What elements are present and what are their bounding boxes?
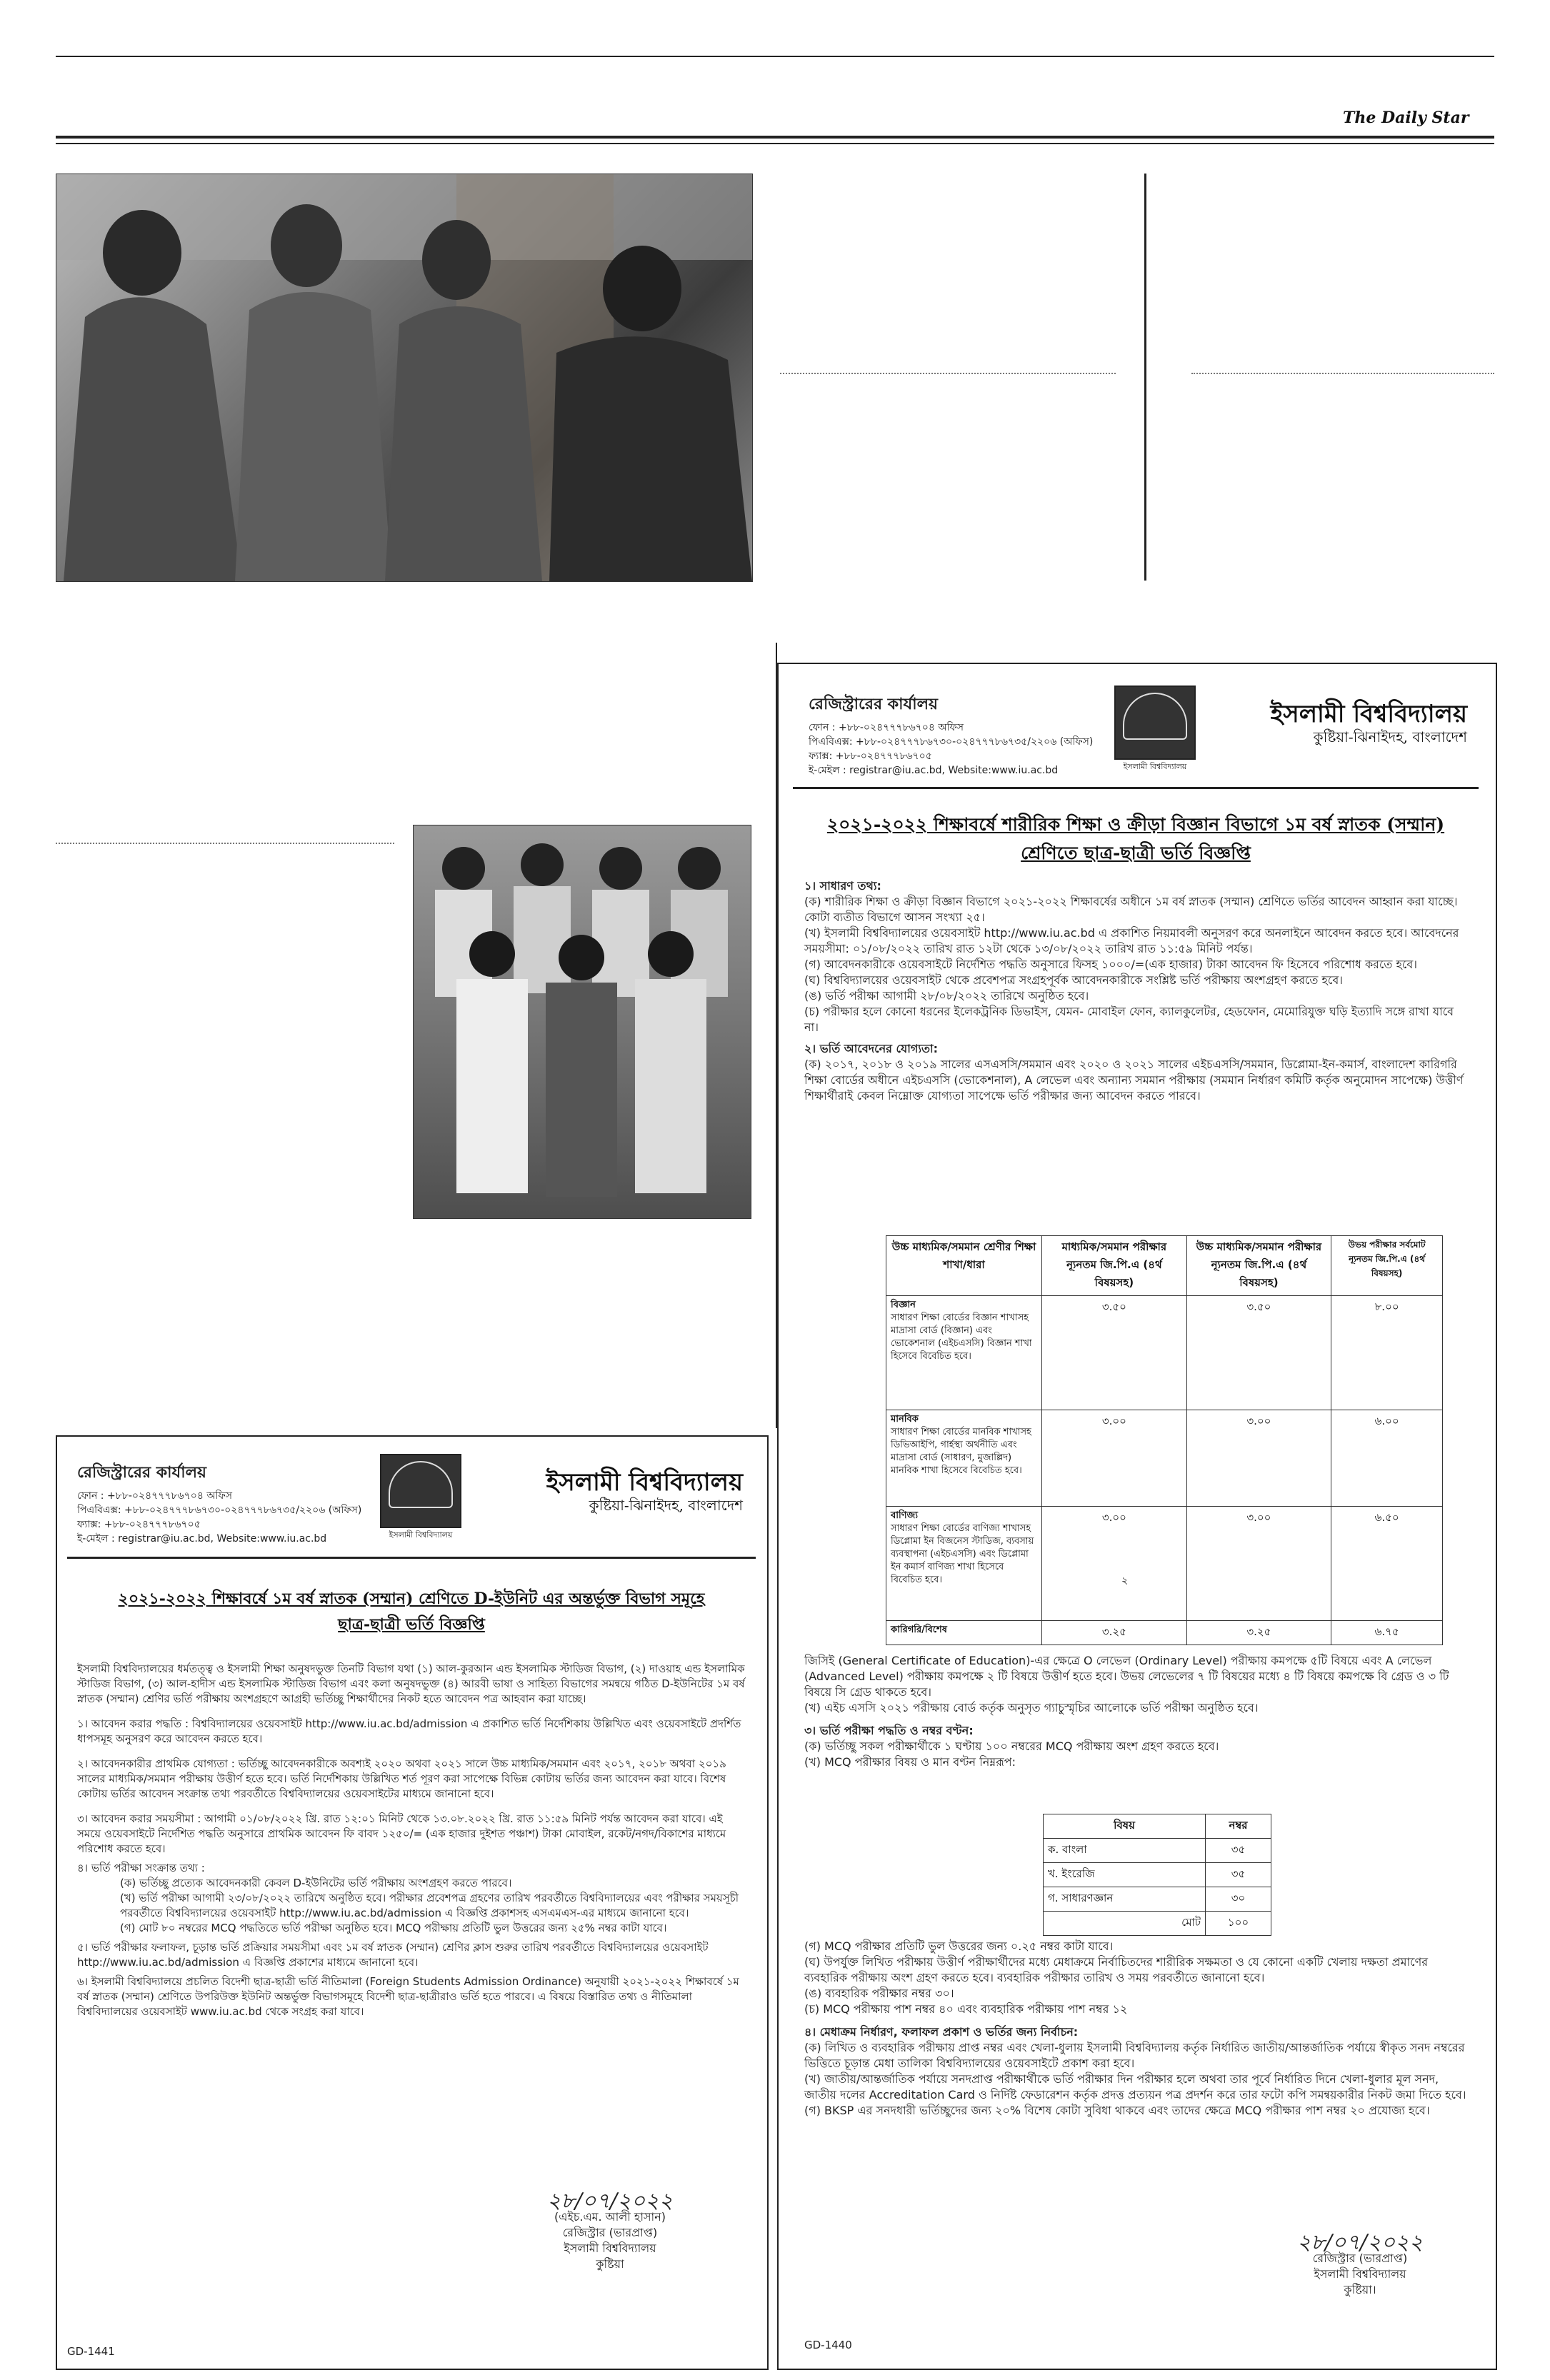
gpa-hsc: ৩.০০ <box>1186 1507 1331 1621</box>
university-logo <box>380 1454 461 1540</box>
s4-b: (খ) জাতীয়/আন্তর্জাতিক পর্যায়ে সনদপ্রাপ্ত পরীক্ষার্থীকে ভর্তি পরীক্ষার দিন পরীক্ষার হলে অথবা তার পূর্বে নির্ধারিত দিনে খেলা-ধুলার মূল সনদ, জাতীয় দলের Accreditation Card ও নির্দিষ্ট ফেডারেশন কর্তৃক প্রদত্ত প্রত্যয়ন পত্র প্রদর্শন করে তার ফটো কপি সমন্বয়কারীর নিকট জমা দিতে হবে। <box>804 2072 1466 2102</box>
sig-role1: রেজিস্ট্রার (ভারপ্রাপ্ত) <box>562 2226 658 2239</box>
ad-left-title-1: ২০২১-২০২২ শিক্ষাবর্ষে ১ম বর্ষ স্নাতক (সম্মান) শ্রেণিতে D-ইউনিট এর অন্তর্ভুক্ত বিভাগ সমূহে <box>118 1590 705 1608</box>
intro: ইসলামী বিশ্ববিদ্যালয়ের ধর্মতত্ত্ব ও ইসলামী শিক্ষা অনুষদভুক্ত তিনটি বিভাগ যথা (১) আল-কুরআন এন্ড ইসলামিক স্টাডিজ বিভাগ, (২) দাওয়াহ এন্ড ইসলামিক স্টাডিজ বিভাগ, (৩) আল-হাদীস এন্ড ইসলামিক স্টাডিজ বিভাগ এবং কলা অনুষদভুক্ত (৪) আরবী ভাষা ও সাহিত্য বিভাগের সমন্বয়ে গঠিত D-ইউনিটের ১ম বর্ষ স্নাতক (সম্মান) শ্রেণির ভর্তি পরীক্ষায় অংশগ্রহণে আগ্রহী ভর্তিচ্ছু শিক্ষার্থীদের নিকট হতে আবেদন পত্র আহবান করা যাচ্ছে। <box>77 1662 745 1705</box>
ad-left-pabx: পিএবিএক্স: +৮৮-০২৪৭৭৭৮৬৭৩০-০২৪৭৭৭৮৬৭৩৫/২২০৬ (অফিস) <box>77 1505 362 1516</box>
s2-head: ২। ভর্তি আবেদনের যোগ্যতা: <box>804 1042 939 1055</box>
marks-subject: মোট <box>1044 1912 1206 1936</box>
ad-right-signature <box>1253 2230 1467 2298</box>
masthead-brand: The Daily Star <box>1343 109 1469 127</box>
s1-a: (ক) শারীরিক শিক্ষা ও ক্রীড়া বিজ্ঞান বিভাগে ২০২১-২০২২ শিক্ষাবর্ষের অধীনে ১ম বর্ষ স্নাতক (সম্মান) শ্রেণিতে ভর্তির আবেদন আহ্বান করা যাচ্ছে। কোটা ব্যতীত বিভাগে আসন সংখ্যা ২৫। <box>804 895 1458 924</box>
gpa-ssc: ৩.৫০ <box>1042 1296 1187 1410</box>
s1-e: (ঙ) ভর্তি পরীক্ষা আগামী ২৮/০৮/২০২২ তারিখে অনুষ্ঠিত হবে। <box>804 989 1089 1003</box>
page-marker: ২ <box>1121 1575 1129 1587</box>
marks-th-subject: বিষয় <box>1044 1814 1206 1839</box>
s3-d: (ঘ) উপর্যুক্ত লিখিত পরীক্ষায় উত্তীর্ণ পরীক্ষার্থীদের মধ্যে মেধাক্রমে নির্বাচিতদের শারীরিক সক্ষমতা ও যে কোনো একটি খেলায় দক্ষতা প্রমাণের ব্যবহারিক পরীক্ষায় অংশ গ্রহণ করতে হবে। ব্যবহারিক পরীক্ষার তারিখ ও সময় পরবর্তীতে জানানো হবে। <box>804 1955 1429 1984</box>
s4-a: (ক) লিখিত ও ব্যবহারিক পরীক্ষায় প্রাপ্ত নম্বর এবং খেলা-ধুলায় ইসলামী বিশ্ববিদ্যালয় কর্তৃক নির্ধারিত জাতীয়/আন্তর্জাতিক পর্যায়ে স্বীকৃত সনদ নম্বরের ভিত্তিতে চূড়ান্ত মেধা তালিকা বিশ্ববিদ্যালয়ের ওয়েবসাইটে প্রকাশ করা হবে। <box>804 2041 1465 2070</box>
sig-place: কুষ্টিয়া। <box>1344 2283 1376 2296</box>
p5: ৫। ভর্তি পরীক্ষার ফলাফল, চূড়ান্ত ভর্তি প্রক্রিয়ার সময়সীমা এবং ১ম বর্ষ স্নাতক (সম্মান) শ্রেণির ক্লাস শুরুর তারিখ পরবর্তীতে বিশ্ববিদ্যালয়ের ওয়েবসাইট http://www.iu.ac.bd/admission এ বিজ্ঞপ্তি প্রকাশের মাধ্যমে জানানো হবে। <box>77 1941 709 1969</box>
gpa-table-header <box>886 1236 1443 1296</box>
gpa-hsc: ৩.২৫ <box>1186 1621 1331 1645</box>
sig-name: (এইচ.এম. আলী হাসান) <box>554 2210 666 2224</box>
gpa-total: ৬.৭৫ <box>1331 1621 1443 1645</box>
s1-f: (চ) পরীক্ষার হলে কোনো ধরনের ইলেকট্রনিক ডিভাইস, যেমন- মোবাইল ফোন, ক্যালকুলেটর, হেডফোন, মেমোরিযুক্ত ঘড়ি ইত্যাদি সঙ্গে রাখা যাবে না। <box>804 1005 1454 1034</box>
gpa-row-label <box>886 1296 1042 1410</box>
ad-right-office: রেজিস্ট্রারের কার্যালয় <box>809 696 938 713</box>
s1-b: (খ) ইসলামী বিশ্ববিদ্যালয়ের ওয়েবসাইট http://www.iu.ac.bd এ প্রকাশিত নিয়মাবলী অনুসরণ করে অনলাইনে আবেদন করতে হবে। আবেদনের সময়সীমা: ০১/০৮/২০২২ তারিখ রাত ১২টা থেকে ১৩/০৮/২০২২ তারিখ রাত ১১:৫৯ মিনিট পর্যন্ত। <box>804 926 1459 955</box>
table-row <box>886 1296 1443 1410</box>
sig-role2: ইসলামী বিশ্ববিদ্যালয় <box>564 2241 656 2255</box>
p6: ৬। ইসলামী বিশ্ববিদ্যালয়ে প্রচলিত বিদেশী ছাত্র-ছাত্রী ভর্তি নীতিমালা (Foreign Students Admission Ordinance) অনুযায়ী ২০২১-২০২২ শিক্ষাবর্ষে ১ম বর্ষ স্নাতক (সম্মান) শ্রেণিতে উপরিউক্ত ইউনিট অন্তর্ভুক্ত বিভাগসমূহে বিদেশী ছাত্র-ছাত্রীরাও ভর্তি হতে পারবে। এ বিষয়ে বিস্তারিত তথ্য ও নীতিমালা বিশ্ববিদ্যালয়ের ওয়েবসাইট www.iu.ac.bd থেকে সংগ্রহ করা যাবে। <box>77 1975 739 2018</box>
masthead-rule-thin <box>56 143 1494 144</box>
signature-scrawl: ২৮/০৭/২০২২ <box>546 2189 674 2214</box>
gpa-stream: বাণিজ্য <box>891 1510 918 1521</box>
ad-left-location: কুষ্টিয়া-ঝিনাইদহ, বাংলাদেশ <box>589 1497 743 1514</box>
gpa-stream: মানবিক <box>891 1414 919 1425</box>
marks-th-marks: নম্বর <box>1206 1814 1271 1839</box>
gpa-th-total: উভয় পরীক্ষার সর্বমোট ন্যূনতম জি.পি.এ (৪র্থ বিষয়সহ) <box>1331 1236 1443 1296</box>
photo-women-group-figures <box>56 174 752 581</box>
table-row <box>886 1507 1443 1621</box>
s3-f: (চ) MCQ পরীক্ষায় পাশ নম্বর ৪০ এবং ব্যবহারিক পরীক্ষায় পাশ নম্বর ১২ <box>804 2002 1128 2016</box>
ad-left-title-2: ছাত্র-ছাত্রী ভর্তি বিজ্ঞপ্তি <box>338 1615 485 1634</box>
table-row <box>1044 1887 1271 1912</box>
gpa-row-label <box>886 1410 1042 1507</box>
sig-role1: রেজিস্ট্রার (ভারপ্রাপ্ত) <box>1312 2251 1408 2265</box>
s3-a: (ক) ভর্তিচ্ছু সকল পরীক্ষার্থীকে ১ ঘণ্টায় ১০০ নম্বরের MCQ পরীক্ষায় অংশ গ্রহণ করতে হবে। <box>804 1739 1219 1753</box>
ad-right-title-1: ২০২১-২০২২ শিক্ষাবর্ষে শারীরিক শিক্ষা ও ক্রীড়া বিজ্ঞান বিভাগে ১ম বর্ষ স্নাতক (সম্মান) <box>826 814 1445 835</box>
p3: ৩। আবেদন করার সময়সীমা : আগামী ০১/০৮/২০২২ খ্রি. রাত ১২:০১ মিনিট থেকে ১৩.০৮.২০২২ খ্রি. রাত ১১:৫৯ মিনিট পর্যন্ত আবেদন করা যাবে। এই সময়ে ওয়েবসাইটে নির্দেশিত পদ্ধতি অনুসারে প্রাথমিক আবেদন ফি বাবদ ১২৫০/= (এক হাজার দুইশত পঞ্চাশ) টাকা মোবাইল, রকেট/নগদ/বিকাশের মাধ্যমে পরিশোধ করতে হবে। <box>77 1812 726 1855</box>
p1: ১। আবেদন করার পদ্ধতি : বিশ্ববিদ্যালয়ের ওয়েবসাইট http://www.iu.ac.bd/admission এ প্রকাশিত ভর্তি নির্দেশিকায় উল্লিখিত এবং ওয়েবসাইটে প্রদর্শিত ধাপসমূহ অনুসরণ করে আবেদন করতে হবে। <box>77 1717 741 1745</box>
table-row <box>1044 1863 1271 1887</box>
ad-left-email: ই-মেইল : registrar@iu.ac.bd, Website:www.iu.ac.bd <box>77 1533 327 1545</box>
gpa-total: ৮.০০ <box>1331 1296 1443 1410</box>
gpa-th-hsc: উচ্চ মাধ্যমিক/সমমান পরীক্ষার ন্যূনতম জি.পি.এ (৪র্থ বিষয়সহ) <box>1186 1236 1331 1296</box>
s3-b: (খ) MCQ পরীক্ষার বিষয় ও মান বণ্টন নিম্নরূপ: <box>804 1755 1016 1769</box>
marks-value: ৩৫ <box>1206 1863 1271 1887</box>
gpa-hsc: ৩.০০ <box>1186 1410 1331 1507</box>
gpa-ssc: ৩.০০ <box>1042 1410 1187 1507</box>
marks-value: ৩৫ <box>1206 1839 1271 1863</box>
ad-right-email: ই-মেইল : registrar@iu.ac.bd, Website:www.iu.ac.bd <box>809 765 1059 776</box>
logo-caption: ইসলামী বিশ্ববিদ্যালয় <box>389 1530 453 1540</box>
gpa-total: ৬.০০ <box>1331 1410 1443 1507</box>
logo-caption: ইসলামী বিশ্ববিদ্যালয় <box>1123 762 1187 771</box>
table-row <box>1044 1839 1271 1863</box>
table-row <box>1044 1912 1271 1936</box>
gpa-th-stream: উচ্চ মাধ্যমিক/সমমান শ্রেণীর শিক্ষা শাখা/ধারা <box>886 1236 1042 1296</box>
ad-right-sections <box>804 878 1469 1104</box>
photo-students-figures <box>414 825 751 1218</box>
ad-left-header-rule <box>67 1557 756 1559</box>
ad-left-sections <box>77 1662 747 2019</box>
dotted-separator-3 <box>56 843 394 844</box>
s1-d: (ঘ) বিশ্ববিদ্যালয়ের ওয়েবসাইট থেকে প্রবেশপত্র সংগ্রহপূর্বক আবেদনকারীকে সংশ্লিষ্ট ভর্তি পরীক্ষায় অংশগ্রহণ করতে হবে। <box>804 973 1343 987</box>
p4: ৪। ভর্তি পরীক্ষা সংক্রান্ত তথ্য : <box>77 1862 205 1874</box>
s3-head: ৩। ভর্তি পরীক্ষা পদ্ধতি ও নম্বর বণ্টন: <box>804 1724 974 1737</box>
marks-distribution-table <box>1043 1814 1271 1936</box>
table-row <box>886 1621 1443 1645</box>
ad-right-sections-3 <box>804 1939 1469 2119</box>
s4-head: ৪। মেধাক্রম নির্ধারণ, ফলাফল প্রকাশ ও ভর্তির জন্য নির্বাচন: <box>804 2025 1079 2039</box>
ad-left-phone: ফোন : +৮৮-০২৪৭৭৭৮৬৭০৪ অফিস <box>77 1490 233 1502</box>
marks-subject: খ. ইংরেজি <box>1044 1863 1206 1887</box>
signature-scrawl: ২৮/০৭/২০২২ <box>1296 2230 1424 2255</box>
photo-women-group <box>56 174 753 582</box>
ad-right-code: GD-1440 <box>804 2339 852 2351</box>
top-rule <box>56 56 1494 57</box>
ad-left-university: ইসলামী বিশ্ববিদ্যালয় <box>546 1468 743 1497</box>
ad-left-fax: ফ্যাক্স: +৮৮-০২৪৭৭৭৮৬৭০৫ <box>77 1519 201 1530</box>
gpa-row-label <box>886 1507 1042 1621</box>
gpa-ssc: ৩.০০ <box>1042 1507 1187 1621</box>
gpa-desc: সাধারণ শিক্ষা বোর্ডের বিজ্ঞান শাখাসহ মাদ্রাসা বোর্ড (বিজ্ঞান) এবং ভোকেশনাল (এইচএসসি) বিজ্ঞান শাখা হিসেবে বিবেচিত হবে। <box>891 1312 1032 1362</box>
ad-right-sections-2 <box>804 1653 1469 1770</box>
marks-value: ৩০ <box>1206 1887 1271 1912</box>
marks-header <box>1044 1814 1271 1839</box>
sig-place: কুষ্টিয়া <box>596 2257 624 2271</box>
ad-right-pabx: পিএবিএক্স: +৮৮-০২৪৭৭৭৮৬৭৩০-০২৪৭৭৭৮৬৭৩৫/২২০৬ (অফিস) <box>809 736 1094 748</box>
gpa-th-ssc: মাধ্যমিক/সমমান পরীক্ষার ন্যূনতম জি.পি.এ (৪র্থ বিষয়সহ) <box>1042 1236 1187 1296</box>
s2-a: (ক) ২০১৭, ২০১৮ ও ২০১৯ সালের এসএসসি/সমমান এবং ২০২০ ও ২০২১ সালের এইচএসসি/সমমান, ডিপ্লোমা-ইন-কমার্স, বাংলাদেশ কারিগরি শিক্ষা বোর্ডের অধীনে এইচএসসি (ভোকেশনাল), A লেভেল এবং অন্যান্য সমমান পরীক্ষায় (সমমান নির্ধারণ কমিটি কর্তৃক অনুমোদন সাপেক্ষে) উত্তীর্ণ শিক্ষার্থীরাই কেবল নিম্নোক্ত যোগ্যতা সাপেক্ষে ভর্তি পরীক্ষার জন্য আবেদন করতে পারবে। <box>804 1058 1464 1103</box>
s1-head: ১। সাধারণ তথ্য: <box>804 879 881 893</box>
ad-right-title-2: শ্রেণিতে ছাত্র-ছাত্রী ভর্তি বিজ্ঞপ্তি <box>1021 843 1251 863</box>
p4-c: (গ) মোট ৮০ নম্বরের MCQ পদ্ধতিতে ভর্তি পরীক্ষা অনুষ্ঠিত হবে। MCQ পরীক্ষায় প্রতিটি ভুল উত্তরের জন্য ২৫% নম্বর কাটা যাবে। <box>120 1922 667 1934</box>
ad-left-code: GD-1441 <box>67 2345 115 2358</box>
gpa-desc: সাধারণ শিক্ষা বোর্ডের মানবিক শাখাসহ ডিভিআইপি, গার্হস্থ্য অর্থনীতি এবং মাদ্রাসা বোর্ড (সাধারণ, মুজাল্লিদ) মানবিক শাখা হিসেবে বিবেচিত হবে। <box>891 1427 1031 1476</box>
s1-c: (গ) আবেদনকারীকে ওয়েবসাইটে নির্দেশিত পদ্ধতি অনুসারে ফিসহ ১০০০/=(এক হাজার) টাকা আবেদন ফি হিসেবে পরিশোধ করতে হবে। <box>804 958 1417 971</box>
sig-role2: ইসলামী বিশ্ববিদ্যালয় <box>1314 2267 1406 2281</box>
ad-right-header-rule <box>793 787 1479 789</box>
masthead-rule-thick <box>56 136 1494 139</box>
marks-subject: ক. বাংলা <box>1044 1839 1206 1863</box>
gpa-row-label <box>886 1621 1042 1645</box>
ad-right-location: কুষ্টিয়া-ঝিনাইদহ, বাংলাদেশ <box>1313 728 1467 745</box>
ad-left-signature <box>496 2189 724 2272</box>
photo-students-group <box>413 825 751 1219</box>
s2-b: (খ) এইচ এসসি ২০২১ পরীক্ষায় বোর্ড কর্তৃক অনুসৃত গ্যাচুস্মৃচির আলোকে ভর্তি পরীক্ষা অনুষ্ঠিত হবে। <box>804 1701 1259 1714</box>
ad-d-unit-admission <box>56 1435 769 2370</box>
gpa-stream: বিজ্ঞান <box>891 1300 916 1310</box>
s3-e: (ঙ) ব্যবহারিক পরীক্ষার নম্বর ৩০। <box>804 1987 954 2000</box>
dotted-separator-2 <box>1191 373 1494 374</box>
marks-subject: গ. সাধারণজ্ঞান <box>1044 1887 1206 1912</box>
ad-sports-science-admission <box>777 663 1497 2370</box>
gce-note: জিসিই (General Certificate of Education)-এর ক্ষেত্রে O লেভেল (Ordinary Level) পরীক্ষায় কমপক্ষে ৫টি বিষয়ে এবং A লেভেল (Advanced Level) পরীক্ষায় কমপক্ষে ২ টি বিষয়ে উত্তীর্ণ হতে হবে। উভয় লেভেলের ৭ টি বিষয়ের মধ্যে ৪ টি বিষয়ে কমপক্ষে বি গ্রেড ও ৩ টি বিষয়ে সি গ্রেড থাকতে হবে। <box>804 1654 1449 1699</box>
gpa-stream: কারিগরি/বিশেষ <box>891 1625 947 1635</box>
p2: ২। আবেদনকারীর প্রাথমিক যোগ্যতা : ভর্তিচ্ছু আবেদনকারীকে অবশ্যই ২০২০ অথবা ২০২১ সালে উচ্চ মাধ্যমিক/সমমান এবং ২০১৭, ২০১৮ অথবা ২০১৯ সালের মাধ্যমিক/সমমান পরীক্ষায় উত্তীর্ণ হতে হবে। ভর্তি নির্দেশিকায় উল্লিখিত শর্ত পূরণ করা সাপেক্ষে বিভিন্ন কোটায় ভর্তির জন্য আবেদন করা যাবে। বিশেষ কোটায় ভর্তির আবেদন সংক্রান্ত তথ্য পরবর্তীতে বিশ্ববিদ্যালয়ের ওয়েবসাইটের মাধ্যমে জানানো হবে। <box>77 1757 726 1800</box>
s3-c: (গ) MCQ পরীক্ষার প্রতিটি ভুল উত্তরের জন্য ০.২৫ নম্বর কাটা যাবে। <box>804 1939 1114 1953</box>
table-row <box>886 1410 1443 1507</box>
ad-right-phone: ফোন : +৮৮-০২৪৭৭৭৮৬৭০৪ অফিস <box>809 722 964 733</box>
s4-c: (গ) BKSP এর সনদধারী ভর্তিচ্ছুদের জন্য ২০% বিশেষ কোটা সুবিধা থাকবে এবং তাদের ক্ষেত্রে MCQ পরীক্ষার পাশ নম্বর ২০ প্রযোজ্য হবে। <box>804 2104 1430 2117</box>
ad-right-fax: ফ্যাক্স: +৮৮-০২৪৭৭৭৮৬৭০৫ <box>809 750 932 762</box>
ad-right-university: ইসলামী বিশ্ববিদ্যালয় <box>1270 700 1467 728</box>
ad-left-office: রেজিস্ট্রারের কার্যালয় <box>77 1464 206 1482</box>
p4-b: (খ) ভর্তি পরীক্ষা আগামী ২৩/০৮/২০২২ তারিখে অনুষ্ঠিত হবে। পরীক্ষার প্রবেশপত্র গ্রহণের তারিখ পরবর্তীতে বিশ্ববিদ্যালয়ের এবং পরীক্ষার সময়সূচী পরবর্তীতে বিশ্ববিদ্যালয়ের ওয়েবসাইট http://www.iu.ac.bd/admission এ বিজ্ঞপ্তি প্রকাশসহ এসএমএস-এর মাধ্যমে জানানো হবে। <box>120 1892 739 1919</box>
marks-value: ১০০ <box>1206 1912 1271 1936</box>
column-rule-right <box>1144 174 1146 581</box>
gpa-requirement-table <box>886 1235 1443 1645</box>
gpa-ssc: ৩.২৫ <box>1042 1621 1187 1645</box>
dotted-separator-1 <box>780 373 1116 374</box>
p4-a: (ক) ভর্তিচ্ছু প্রত্যেক আবেদনকারী কেবল D-ইউনিটের ভর্তি পরীক্ষায় অংশগ্রহণ করতে পারবে। <box>120 1877 512 1889</box>
gpa-total: ৬.৫০ <box>1331 1507 1443 1621</box>
gpa-desc: সাধারণ শিক্ষা বোর্ডের বাণিজ্য শাখাসহ ডিপ্লোমা ইন বিজনেস স্টাডিজ, ব্যবসায় ব্যবস্থাপনা (এইচএসসি) এবং ডিপ্লোমা ইন কমার্স বাণিজ্য শাখা হিসেবে বিবেচিত হবে। <box>891 1523 1034 1585</box>
gpa-hsc: ৩.৫০ <box>1186 1296 1331 1410</box>
university-logo <box>1114 686 1196 771</box>
